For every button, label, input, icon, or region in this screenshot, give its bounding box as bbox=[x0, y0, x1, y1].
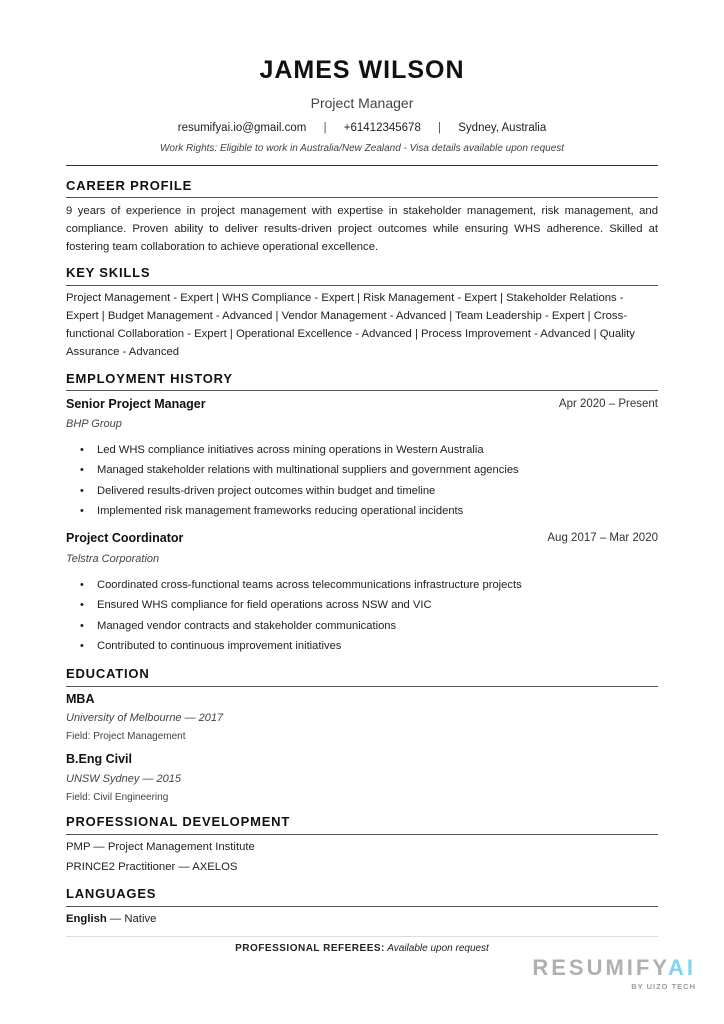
bullet-item: • Ensured WHS compliance for field operations across NSW and VIC bbox=[80, 595, 650, 615]
company-name: Telstra Corporation bbox=[66, 553, 160, 565]
referees-line bbox=[0, 943, 724, 955]
degree-name: MBA bbox=[66, 692, 95, 706]
resume-header bbox=[0, 55, 724, 155]
bullet-item: • Managed stakeholder relations with multinational suppliers and government agencies bbox=[80, 460, 650, 480]
degree-name: B.Eng Civil bbox=[66, 752, 132, 766]
key-skills-text: Project Management - Expert | WHS Compliance - Expert | Risk Management - Expert | Stakeholder Relations - Expert | Budget Management - Advanced | Vendor Management - Advanced | Team Leadership - Expert | Cross-functional Collaboration - Expert | Operational Excellence - Advanced | Process Improvement - Advanced | Quality Assurance - Advanced bbox=[66, 292, 635, 358]
section-divider bbox=[66, 285, 658, 286]
section-divider bbox=[66, 906, 658, 907]
bullet-item: • Coordinated cross-functional teams across telecommunications infrastructure projects bbox=[80, 575, 650, 595]
bullet-item: • Led WHS compliance initiatives across mining operations in Western Australia bbox=[80, 440, 650, 460]
language-name: English bbox=[66, 913, 107, 925]
section-divider bbox=[66, 390, 658, 391]
bullet-item: • Contributed to continuous improvement initiatives bbox=[80, 636, 650, 656]
brand-tagline: BY UIZO TECH bbox=[631, 982, 696, 991]
footer-divider bbox=[66, 936, 658, 937]
certification-item: PMP — Project Management Institute bbox=[66, 841, 255, 853]
language-level: — Native bbox=[106, 913, 157, 925]
email: resumifyai.io@gmail.com bbox=[177, 122, 307, 134]
job-bullets bbox=[80, 440, 650, 521]
language-item bbox=[66, 912, 156, 926]
phone: +61412345678 bbox=[343, 122, 421, 134]
brand-logo bbox=[532, 955, 696, 981]
key-skills-heading: KEY SKILLS bbox=[66, 265, 151, 280]
job-title: Project Coordinator bbox=[66, 531, 184, 545]
job-title: Senior Project Manager bbox=[66, 397, 206, 411]
institution: UNSW Sydney — 2015 bbox=[66, 773, 181, 785]
field-of-study: Field: Project Management bbox=[66, 731, 186, 742]
referees-value: Available upon request bbox=[384, 943, 489, 954]
job-dates: Aug 2017 – Mar 2020 bbox=[547, 532, 658, 544]
contact-separator: | bbox=[438, 122, 442, 134]
job-dates: Apr 2020 – Present bbox=[558, 398, 658, 410]
section-divider bbox=[66, 834, 658, 835]
languages-heading: LANGUAGES bbox=[66, 886, 157, 901]
institution: University of Melbourne — 2017 bbox=[66, 712, 224, 724]
work-rights: Work Rights: Eligible to work in Australia/New Zealand - Visa details available upon request bbox=[159, 143, 565, 154]
candidate-title: Project Manager bbox=[310, 95, 414, 111]
header-divider bbox=[66, 165, 658, 166]
career-profile-text: 9 years of experience in project management with expertise in stakeholder management, risk management, and compliance. Proven ability to deliver results-driven project outcomes while ensuring WHS adherence. Skilled at fostering team collaboration to achieve operational excellence. bbox=[66, 205, 658, 253]
brand-watermark bbox=[532, 955, 696, 991]
field-of-study: Field: Civil Engineering bbox=[66, 792, 169, 803]
candidate-name: JAMES WILSON bbox=[259, 56, 465, 84]
career-profile-heading: CAREER PROFILE bbox=[66, 178, 193, 193]
education-heading: EDUCATION bbox=[66, 666, 150, 681]
certification-item: PRINCE2 Practitioner — AXELOS bbox=[66, 861, 238, 873]
section-divider bbox=[66, 686, 658, 687]
contact-line bbox=[0, 121, 724, 135]
bullet-item: • Managed vendor contracts and stakeholder communications bbox=[80, 616, 650, 636]
job-bullets bbox=[80, 575, 650, 656]
employment-heading: EMPLOYMENT HISTORY bbox=[66, 371, 233, 386]
brand-logo-accent: AI bbox=[668, 955, 696, 980]
location: Sydney, Australia bbox=[458, 122, 547, 134]
bullet-item: • Implemented risk management frameworks reducing operational incidents bbox=[80, 501, 650, 521]
professional-development-heading: PROFESSIONAL DEVELOPMENT bbox=[66, 814, 291, 829]
company-name: BHP Group bbox=[66, 418, 122, 430]
referees-label: PROFESSIONAL REFEREES: bbox=[235, 943, 385, 954]
contact-separator: | bbox=[323, 122, 327, 134]
section-divider bbox=[66, 197, 658, 198]
brand-logo-main: RESUMIFY bbox=[532, 955, 668, 980]
bullet-item: • Delivered results-driven project outcomes within budget and timeline bbox=[80, 481, 650, 501]
